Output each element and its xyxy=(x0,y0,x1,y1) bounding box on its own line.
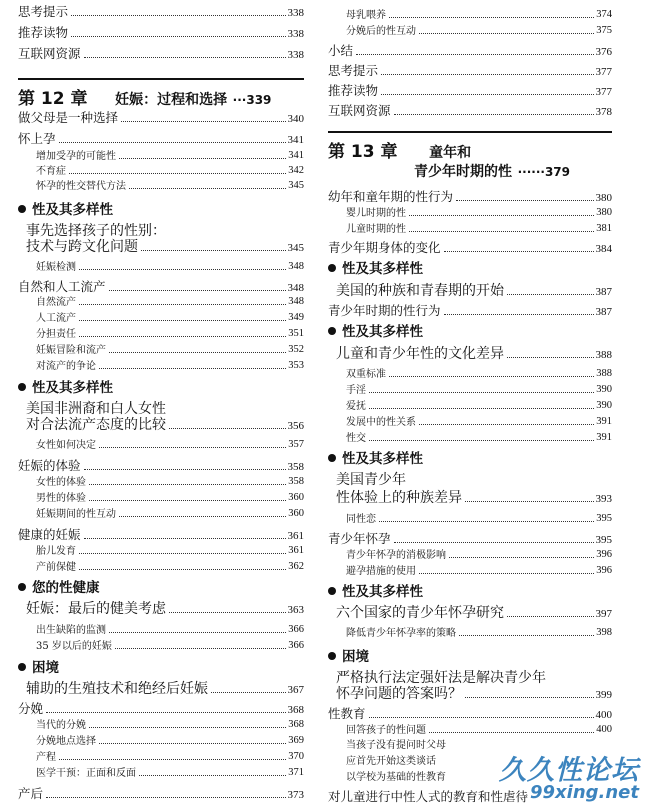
toc-subentry[interactable]: 性交 391 xyxy=(346,432,612,444)
toc-subentry[interactable]: 男性的体验 360 xyxy=(36,492,304,504)
box-heading: 您的性健康 xyxy=(18,582,100,596)
watermark-url: 99xing.net xyxy=(530,782,639,803)
toc-section[interactable]: 青少年期身体的变化 384 xyxy=(328,240,612,255)
chapter-number: 第 13 章 xyxy=(328,142,398,162)
chapter-title-line2: 青少年时期的性 xyxy=(414,164,512,180)
toc-entry[interactable]: 推荐读物 377 xyxy=(328,83,612,98)
toc-subentry[interactable]: 降低青少年怀孕率的策略 398 xyxy=(346,627,612,639)
box-entry[interactable]: 对合法流产态度的比较 356 xyxy=(26,417,304,433)
toc-section[interactable]: 青少年时期的性行为 387 xyxy=(328,303,612,318)
toc-subentry[interactable]: 当孩子没有提问时父母 xyxy=(346,740,446,751)
toc-subentry[interactable]: 婴儿时期的性 380 xyxy=(346,207,612,219)
toc-subentry[interactable]: 胎儿发育 361 xyxy=(36,545,304,557)
bullet-icon xyxy=(328,454,336,462)
toc-subentry[interactable]: 母乳喂养 374 xyxy=(346,9,612,21)
toc-subentry[interactable]: 怀孕的性交替代方法 345 xyxy=(36,180,304,192)
toc-section[interactable]: 产后 373 xyxy=(18,786,304,801)
toc-subentry[interactable]: 妊娠冒险和流产 352 xyxy=(36,344,304,356)
toc-subentry[interactable]: 手淫 390 xyxy=(346,384,612,396)
box-line: 美国非洲裔和白人女性 xyxy=(26,401,166,417)
box-entry[interactable]: 六个国家的青少年怀孕研究 397 xyxy=(336,605,612,621)
toc-subentry[interactable]: 女性如何决定 357 xyxy=(36,439,304,451)
bullet-icon xyxy=(328,652,336,660)
chapter-heading[interactable] xyxy=(328,144,612,161)
toc-subentry[interactable]: 分担责任 351 xyxy=(36,328,304,340)
box-heading: 困境 xyxy=(18,662,59,676)
box-heading: 性及其多样性 xyxy=(328,586,423,600)
toc-section[interactable]: 分娩 368 xyxy=(18,701,304,716)
toc-section[interactable]: 幼年和童年期的性行为 380 xyxy=(328,189,612,204)
toc-entry[interactable]: 思考提示 377 xyxy=(328,63,612,78)
toc-subentry[interactable]: 以学校为基础的性教育 xyxy=(346,772,446,783)
toc-subentry[interactable]: 不育症 342 xyxy=(36,165,304,177)
toc-section[interactable]: 做父母是一种选择 340 xyxy=(18,110,304,125)
toc-entry[interactable]: 互联网资源 378 xyxy=(328,103,612,118)
box-line: 严格执行法定强奸法是解决青少年 xyxy=(336,670,546,686)
toc-subentry[interactable]: 当代的分娩 368 xyxy=(36,719,304,731)
toc-subentry[interactable]: 35 岁以后的妊娠 366 xyxy=(36,640,304,652)
toc-section[interactable]: 对儿童进行中性人式的教育和性虐待 xyxy=(328,789,529,804)
box-heading: 性及其多样性 xyxy=(328,453,423,467)
toc-subentry[interactable]: 青少年怀孕的消极影响 396 xyxy=(346,549,612,561)
box-heading: 性及其多样性 xyxy=(18,204,113,218)
toc-subentry[interactable]: 避孕措施的使用 396 xyxy=(346,565,612,577)
box-entry[interactable]: 辅助的生殖技术和绝经后妊娠 367 xyxy=(26,681,304,697)
bullet-icon xyxy=(328,587,336,595)
bullet-icon xyxy=(18,205,26,213)
box-heading: 性及其多样性 xyxy=(18,382,113,396)
bullet-icon xyxy=(18,383,26,391)
watermark-text: 久久性论坛 xyxy=(499,755,639,786)
toc-subentry[interactable]: 产程 370 xyxy=(36,751,304,763)
toc-section[interactable]: 自然和人工流产 348 xyxy=(18,279,304,294)
site-watermark xyxy=(499,757,639,802)
box-heading: 性及其多样性 xyxy=(328,263,423,277)
toc-section[interactable]: 性教育 400 xyxy=(328,706,612,721)
chapter-rule xyxy=(18,78,304,80)
toc-subentry[interactable]: 自然流产 348 xyxy=(36,296,304,308)
box-entry[interactable]: 美国的种族和青春期的开始 387 xyxy=(336,283,612,299)
chapter-heading[interactable]: 第 12 章 妊娠：过程和选择 ···339 xyxy=(18,89,272,109)
chapter-number: 第 12 章 xyxy=(18,89,88,109)
box-entry[interactable]: 性体验上的种族差异 393 xyxy=(336,490,612,506)
box-entry[interactable]: 怀孕问题的答案吗？ 399 xyxy=(336,686,612,702)
toc-subentry[interactable]: 女性的体验 358 xyxy=(36,476,304,488)
toc-subentry[interactable]: 人工流产 349 xyxy=(36,312,304,324)
chapter-title-line1: 童年和 xyxy=(429,145,472,161)
chapter-heading-line2[interactable]: 青少年时期的性 ······379 xyxy=(414,164,570,180)
box-heading: 困境 xyxy=(328,651,369,665)
toc-section[interactable]: 青少年怀孕 395 xyxy=(328,531,612,546)
toc-subentry[interactable]: 同性恋 395 xyxy=(346,513,612,525)
box-heading: 性及其多样性 xyxy=(328,326,423,340)
toc-subentry[interactable]: 应首先开始这类谈话 xyxy=(346,756,436,767)
toc-entry[interactable]: 思考提示 338 xyxy=(18,4,304,19)
toc-subentry[interactable]: 产前保健 362 xyxy=(36,561,304,573)
toc-subentry[interactable]: 增加受孕的可能性 341 xyxy=(36,150,304,162)
toc-entry[interactable]: 互联网资源 338 xyxy=(18,46,304,61)
box-line: 事先选择孩子的性别： xyxy=(26,223,166,239)
toc-entry[interactable]: 小结 376 xyxy=(328,43,612,58)
toc-subentry[interactable]: 回答孩子的性问题 400 xyxy=(346,724,612,736)
toc-subentry[interactable]: 出生缺陷的监测 366 xyxy=(36,624,304,636)
box-entry[interactable]: 儿童和青少年性的文化差异 388 xyxy=(336,346,612,362)
toc-section[interactable]: 妊娠的体验 358 xyxy=(18,458,304,473)
toc-subentry[interactable]: 分娩地点选择 369 xyxy=(36,735,304,747)
box-entry[interactable]: 技术与跨文化问题 345 xyxy=(26,239,304,255)
box-entry[interactable]: 妊娠：最后的健美考虑 363 xyxy=(26,601,304,617)
bullet-icon xyxy=(18,663,26,671)
toc-subentry[interactable]: 发展中的性关系 391 xyxy=(346,416,612,428)
toc-entry[interactable]: 推荐读物 338 xyxy=(18,25,304,40)
bullet-icon xyxy=(328,264,336,272)
chapter-title: 妊娠：过程和选择 xyxy=(115,92,228,108)
toc-subentry[interactable]: 分娩后的性互动 375 xyxy=(346,25,612,37)
toc-section[interactable]: 健康的妊娠 361 xyxy=(18,527,304,542)
toc-subentry[interactable]: 医学干预：正面和反面 371 xyxy=(36,767,304,779)
chapter-page: 339 xyxy=(246,93,272,107)
toc-subentry[interactable]: 妊娠期间的性互动 360 xyxy=(36,508,304,520)
toc-subentry[interactable]: 双重标准 388 xyxy=(346,368,612,380)
chapter-rule xyxy=(328,131,612,133)
toc-subentry[interactable]: 妊娠检测 348 xyxy=(36,261,304,273)
toc-subentry[interactable]: 爱抚 390 xyxy=(346,400,612,412)
bullet-icon xyxy=(18,583,26,591)
chapter-page: 379 xyxy=(544,165,570,179)
box-line: 美国青少年 xyxy=(336,472,406,488)
toc-section[interactable]: 怀上孕 341 xyxy=(18,131,304,146)
toc-subentry[interactable]: 对流产的争论 353 xyxy=(36,360,304,372)
bullet-icon xyxy=(328,327,336,335)
toc-subentry[interactable]: 儿童时期的性 381 xyxy=(346,223,612,235)
